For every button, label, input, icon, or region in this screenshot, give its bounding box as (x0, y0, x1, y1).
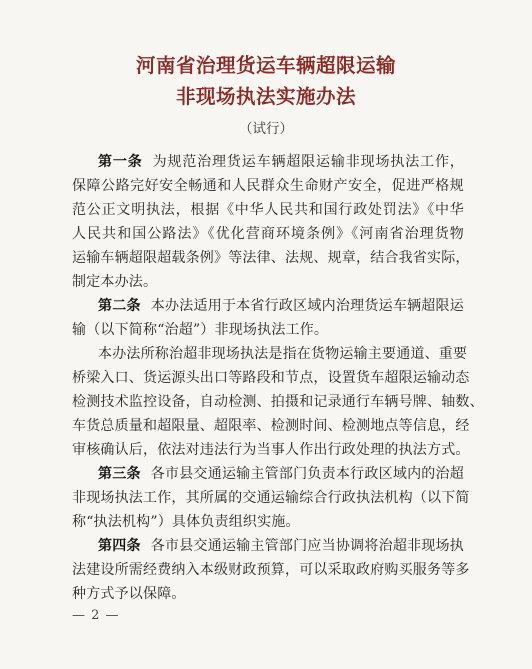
para-3-line-2: 桥梁入口、货运源头出口等路段和节点，设置货车超限运输动态 (72, 370, 470, 386)
article-2-line-1: 第二条 本办法适用于本省行政区域内治理货运车辆超限运 (98, 298, 464, 314)
article-2-line-2: 输（以下简称“治超”）非现场执法工作。 (72, 322, 329, 338)
article-4-label: 第四条 (98, 538, 141, 554)
article-3-label: 第三条 (98, 466, 141, 482)
article-1-line-1: 第一条 为规范治理货运车辆超限运输非现场执法工作， (98, 154, 464, 170)
article-2-label: 第二条 (98, 298, 141, 314)
doc-subtitle: （试行） (239, 121, 293, 137)
para-3-line-4: 车货总质量和超限量、超限率、检测时间、检测地点等信息，经 (72, 418, 470, 434)
article-3-line-2: 非现场执法工作，其所属的交通运输综合行政执法机构（以下简 (72, 490, 470, 506)
article-1-line-3: 范公正文明执法，根据《中华人民共和国行政处罚法》《中华 (72, 202, 464, 218)
article-1-line-6: 制定本办法。 (72, 274, 158, 290)
article-4-line-3: 种方式予以保障。 (72, 586, 186, 602)
article-4-line-2: 法建设所需经费纳入本级财政预算，可以采取政府购买服务等多 (72, 562, 470, 578)
doc-title-line2: 非现场执法实施办法 (175, 85, 356, 108)
article-3-line-3: 称“执法机构”）具体负责组织实施。 (72, 514, 300, 530)
article-1-label: 第一条 (98, 154, 143, 170)
para-3-line-5: 审核确认后，依法对违法行为当事人作出行政处理的执法方式。 (72, 442, 470, 458)
para-3-line-3: 检测技术监控设备，自动检测、拍摄和记录通行车辆号牌、轴数、 (72, 394, 484, 410)
article-4-line-1: 第四条 各市县交通运输主管部门应当协调将治超非现场执 (98, 538, 464, 554)
para-3-line-1: 本办法所称治超非现场执法是指在货物运输主要通道、重要 (98, 346, 468, 362)
article-3-line-1: 第三条 各市县交通运输主管部门负责本行政区域内的治超 (98, 466, 464, 482)
page-number: — 2 — (72, 608, 120, 623)
article-1-line-5: 运输车辆超限超载条例》等法律、法规、规章，结合我省实际， (72, 250, 470, 266)
article-1-line-4: 人民共和国公路法》《优化营商环境条例》《河南省治理货物 (72, 226, 464, 242)
doc-title-line1: 河南省治理货运车辆超限运输 (135, 54, 396, 77)
article-1-line-2: 保障公路完好安全畅通和人民群众生命财产安全，促进严格规 (72, 178, 464, 194)
